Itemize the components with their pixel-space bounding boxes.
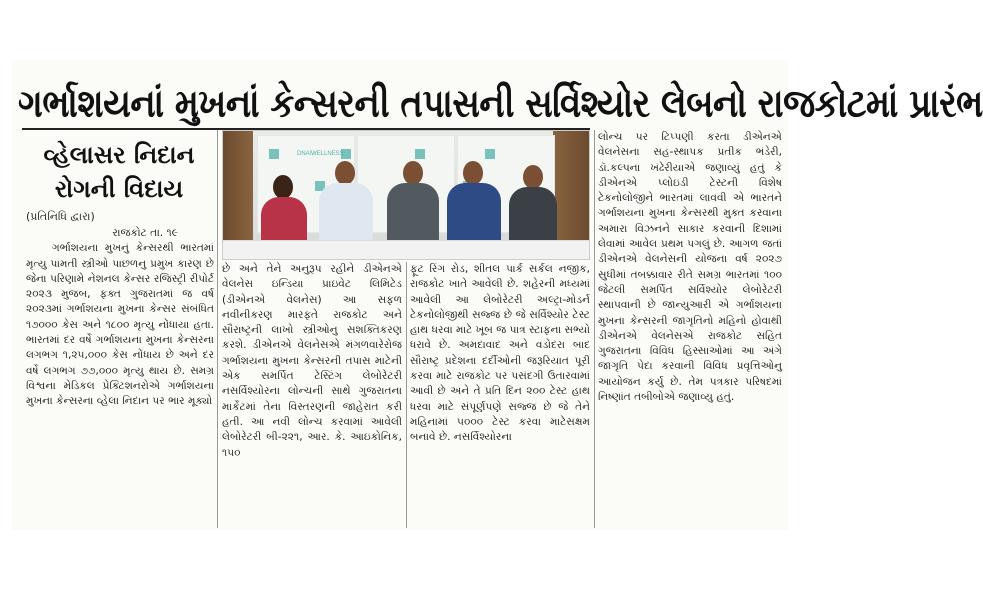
headline: ગર્ભાશયનાં મુખનાં કેન્સરની તપાસની સર્વિશ્યોર લેબનો રાજકોટમાં પ્રારંભ xyxy=(18,81,983,127)
article-column-1 xyxy=(26,226,214,526)
speaker-man-1 xyxy=(315,161,377,245)
column-1-text: ગર્ભાશયના મુખનું કેન્સરથી ભારતમાં મૃત્યુ પામતી સ્ત્રીઓ પાછળનુ પ્રમુખ કારણ છે જેના પરિણામે નેશનલ કેન્સર રજિસ્ટ્રી રીપોર્ટ ૨૦૨૩ મુજબ, ફક્ત ગુજરાતમાં જ વર્ષ ૨૦૨૩માં ગર્ભાશયના મુખના કેન્સર સંબંધિત ૧૭૦૦૦ કેસ અને ૧૮૦૦ મૃત્યુ નોંધાયા હતા. ભારતમાં દર વર્ષે ગર્ભાશયના મુખના કેન્સરના લગભગ ૧,૨૫,૦૦૦ કેસ નોંધાય છે અને દર વર્ષે લગભગ ૭૭,૦૦૦ મૃત્યુ થાય છે. સમગ્ર વિશ્વના મેડિકલ પ્રેક્ટિશનરોએ ગર્ભાશયના મુખના કેન્સરના વ્હેલા નિદાન પર ભાર મૂક્યો xyxy=(26,242,214,408)
speaker-woman xyxy=(257,175,313,245)
article-column-3 xyxy=(410,262,590,528)
column-2-text: છે અને તેને અનુરૂપ રહીને ડીએનએ વેલનેસ ઇન્ડિયા પ્રાઇવેટ લિમિટેડ (ડીએનએ વેલનેસ) આ સફળ નવીનીકરણ મારફતે રાજકોટ અને સૌરાષ્ટ્રની લાખો સ્ત્રીઓનુ સશક્તિકરણ કરશે. ડીએનએ વેલનેસએ મંગળવારેરોજ ગર્ભાશયના મુખના કેન્સરની તપાસ માટેની એક સમર્પિત ટેસ્ટિંગ લેબોરેટરી નસર્વિશ્યોરના લોન્ચની સાથે ગુજરાતના માર્કેટમાં તેના વિસ્તરણની જાહેરાત કરી હતી. આ નવી લોન્ચ કરવામાં આવેલી લેબોરેટરી બી-૨૨૧, આર. કે. આઇકોનિક, ૧૫૦ xyxy=(222,263,402,459)
article-column-4 xyxy=(598,130,782,528)
column-4-text: લોન્ચ પર ટિપ્પણી કરતા ડીએનએ વેલનેસના સહ-સ્થાપક પ્રતીક ભંડેરી, ડૉ.કલ્પના ખંઢેરીયાએ જણાવ્યું હતું કે ડીએનએ પ્લોઇડી ટેસ્ટની વિશેષ ટેકનોલોજીને ભારતમાં લાવવી એ ભારતને ગર્ભાશયના મુખના કેન્સરથી મુક્ત કરવાના અમારા વિઝનને સાકાર કરવાની દિશામાં લેવામાં આવેલ પ્રથમ પગલું છે. આગળ જતાં ડીએનએ વેલનેસની યોજના વર્ષ ૨૦૨૭ સુધીમાં તબક્કાવાર રીતે સમગ્ર ભારતમાં ૧૦૦ જેટલી સમર્પિત સર્વિશ્યોર લેબોરેટરી સ્થાપવાની છે જાન્યુઆરી એ ગર્ભાશયના મુખના કેન્સરની જાગૃતિનો મહિનો હોવાથી ડીએનએ વેલનેસએ રાજકોટ સહિત ગુજરાતના વિવિધ હિસ્સાઓમાં આ અંગે જાગૃતિ પેદા કરવાની વિવિધ પ્રવૃત્તિઓનુ આયોજન કર્યુ છે. તેમ પત્રકાર પરિષદમાં નિષ્ણાંત તબીબોએ જણાવ્યુ હતું. xyxy=(598,131,782,404)
dateline: રાજકોટ તા. ૧૯ xyxy=(112,227,178,239)
speaker-man-4 xyxy=(505,165,561,245)
brand-logo-icon xyxy=(485,149,495,159)
press-conference-photo xyxy=(222,130,590,260)
speaker-man-2 xyxy=(383,161,443,245)
column-divider xyxy=(406,262,407,528)
kicker-line-1: વ્હેલાસર નિદાન xyxy=(43,141,195,169)
conference-table xyxy=(223,240,589,259)
column-divider xyxy=(217,130,218,528)
speaker-man-3 xyxy=(443,161,505,245)
kicker-line-2: રોગની વિદાય xyxy=(54,175,184,203)
column-divider xyxy=(594,130,595,528)
brand-logo-icon xyxy=(415,149,425,159)
byline: (પ્રતિનિધિ દ્વારા) xyxy=(26,210,95,223)
backdrop-text: DNAlWELLNESS xyxy=(297,151,344,157)
column-3-text: ફૂટ રિંગ રોડ, શીતલ પાર્ક સર્કલ નજીક, રાજકોટ ખાતે આવેલી છે. શહેરની મધ્યમાં આવેલી આ લેબોરેટરી અલ્ટ્રા-મોડર્ન ટેકનોલોજીથી સજ્જ છે જે સર્વિશ્યોર ટેસ્ટ હાથ ધરવા માટે ખૂબ જ પાત્ર સ્ટાફના સભ્યો ધરાવે છે. અમદાવાદ અને વડોદરા બાદ સૌરાષ્ટ્ર પ્રદેશના દર્દીઓની જરૂરિયાત પૂરી કરવા માટે રાજકોટ પર પસંદગી ઉતારવામાં આવી છે અને તે પ્રતિ દિન ૨૦૦ ટેસ્ટ હાથ ધરવા માટે સંપૂર્ણપણે સજ્જ છે જે તેને મહિનામાં ૫૦૦૦ ટેસ્ટ કરવા માટેસક્ષમ બનાવે છે. નસર્વિશ્યોરના xyxy=(410,263,590,444)
kicker xyxy=(24,138,214,206)
article-column-2 xyxy=(222,262,402,528)
brand-logo-icon xyxy=(269,149,279,159)
